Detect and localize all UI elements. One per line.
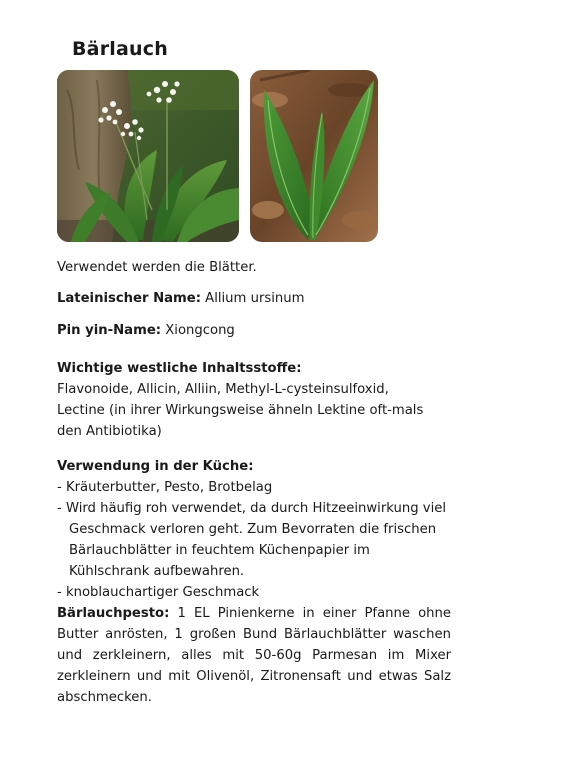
ingredients-heading: Wichtige westliche Inhaltsstoffe: [57, 361, 302, 376]
pinyin-name [57, 320, 457, 341]
pinyin-name-value: Xiongcong [165, 323, 235, 338]
kitchen-heading: Verwendung in der Küche: [57, 459, 254, 474]
ingredients-text: Flavonoide, Allicin, Alliin, Methyl-L-cysteinsulfoxid, Lectine (in ihrer Wirkungsweise ähneln Lektine oft-mals den Antibiotika) [57, 382, 424, 439]
pesto-text: 1 EL Pinienkerne in einer Pfanne ohne Butter anrösten, 1 großen Bund Bärlauchblätter waschen und zerkleinern, alles mit 50-60g Parmesan im Mixer zerkleinern und mit Olivenöl, Zitronensaft und etwas Salz abschmecken. [57, 606, 451, 705]
list-item: - Wird häufig roh verwendet, da durch Hitzeeinwirkung viel Geschmack verloren geht. Zum Bevorraten die frischen Bärlauchblätter in feuchtem Küchenpapier im Kühlschrank aufbewahren. [57, 501, 447, 579]
kitchen-list [57, 477, 457, 603]
pesto-recipe [57, 603, 451, 708]
pesto-label: Bärlauchpesto: [57, 606, 170, 621]
intro-text: Verwendet werden die Blätter. [57, 260, 257, 275]
latin-name-value: Allium ursinum [205, 291, 305, 306]
pinyin-name-label: Pin yin-Name: [57, 323, 162, 338]
photo-flowering-plant [57, 70, 239, 242]
ingredients-section [57, 358, 437, 442]
page-title: Bärlauch [72, 38, 168, 60]
kitchen-section [57, 456, 457, 708]
photo-leaves [250, 70, 378, 242]
latin-name [57, 288, 457, 309]
list-item: - knoblauchartiger Geschmack [57, 585, 260, 600]
list-item: - Kräuterbutter, Pesto, Brotbelag [57, 480, 273, 495]
latin-name-label: Lateinischer Name: [57, 291, 201, 306]
